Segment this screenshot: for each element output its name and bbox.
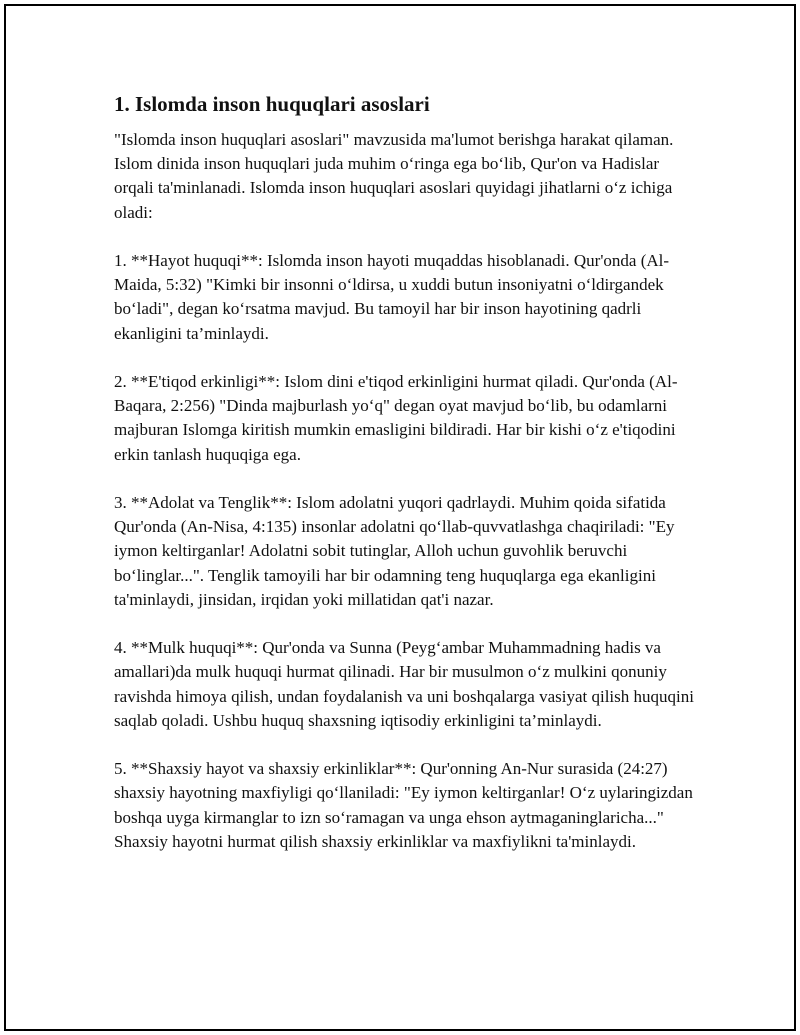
paragraph-freedom-of-belief: 2. **E'tiqod erkinligi**: Islom dini e'tiqod erkinligini hurmat qiladi. Qur'onda (Al-Baqara, 2:256) "Dinda majburlash yo‘q" degan oyat mavjud bo‘lib, bu odamlarni majburan Islomga kiritish mumkin emasligini bildiradi. Har bir kishi o‘z e'tiqodini erkin tanlash huquqiga ega. — [114, 372, 678, 464]
intro-paragraph: "Islomda inson huquqlari asoslari" mavzusida ma'lumot berishga harakat qilaman. Islom dinida inson huquqlari juda muhim o‘ringa ega bo‘lib, Qur'on va Hadislar orqali ta'minlanadi. Islomda inson huquqlari asoslari quyidagi jihatlarni o‘z ichiga oladi: — [114, 130, 674, 222]
paragraph-property-right: 4. **Mulk huquqi**: Qur'onda va Sunna (Peyg‘ambar Muhammadning hadis va amallari)da mulk huquqi hurmat qilinadi. Har bir musulmon o‘z mulkini qonuniy ravishda himoya qilish, undan foydalanish va uni boshqalarga vasiyat qilish huquqini saqlab qoladi. Ushbu huquq shaxsning iqtisodiy erkinligini ta’minlaydi. — [114, 638, 694, 730]
document-title: 1. Islomda inson huquqlari asoslari — [114, 92, 430, 116]
paragraph-life-right: 1. **Hayot huquqi**: Islomda inson hayoti muqaddas hisoblanadi. Qur'onda (Al-Maida, 5:32) "Kimki bir insonni o‘ldirsa, u xuddi butun insoniyatni o‘ldirgandek bo‘ladi", degan ko‘rsatma mavjud. Bu tamoyil har bir inson hayotining qadrli ekanligini ta’minlaydi. — [114, 251, 670, 343]
paragraph-privacy: 5. **Shaxsiy hayot va shaxsiy erkinliklar**: Qur'onning An-Nur surasida (24:27) shaxsiy hayotning maxfiyligi qo‘llaniladi: "Ey iymon keltirganlar! O‘z uylaringizdan boshqa uyga kirmanglar to izn so‘ramagan va unga ehson aytmaganinglaricha..." Shaxsiy hayotni hurmat qilish shaxsiy erkinliklar va maxfiylikni ta'minlaydi. — [114, 759, 693, 851]
document-body — [114, 90, 694, 878]
paragraph-justice-equality: 3. **Adolat va Tenglik**: Islom adolatni yuqori qadrlaydi. Muhim qoida sifatida Qur'onda (An-Nisa, 4:135) insonlar adolatni qo‘llab-quvvatlashga chaqiriladi: "Ey iymon keltirganlar! Adolatni sobit tutinglar, Alloh uchun guvohlik beruvchi bo‘linglar...". Tenglik tamoyili har bir odamning teng huquqlarga ega ekanligini ta'minlaydi, jinsidan, irqidan yoki millatidan qat'i nazar. — [114, 493, 675, 609]
